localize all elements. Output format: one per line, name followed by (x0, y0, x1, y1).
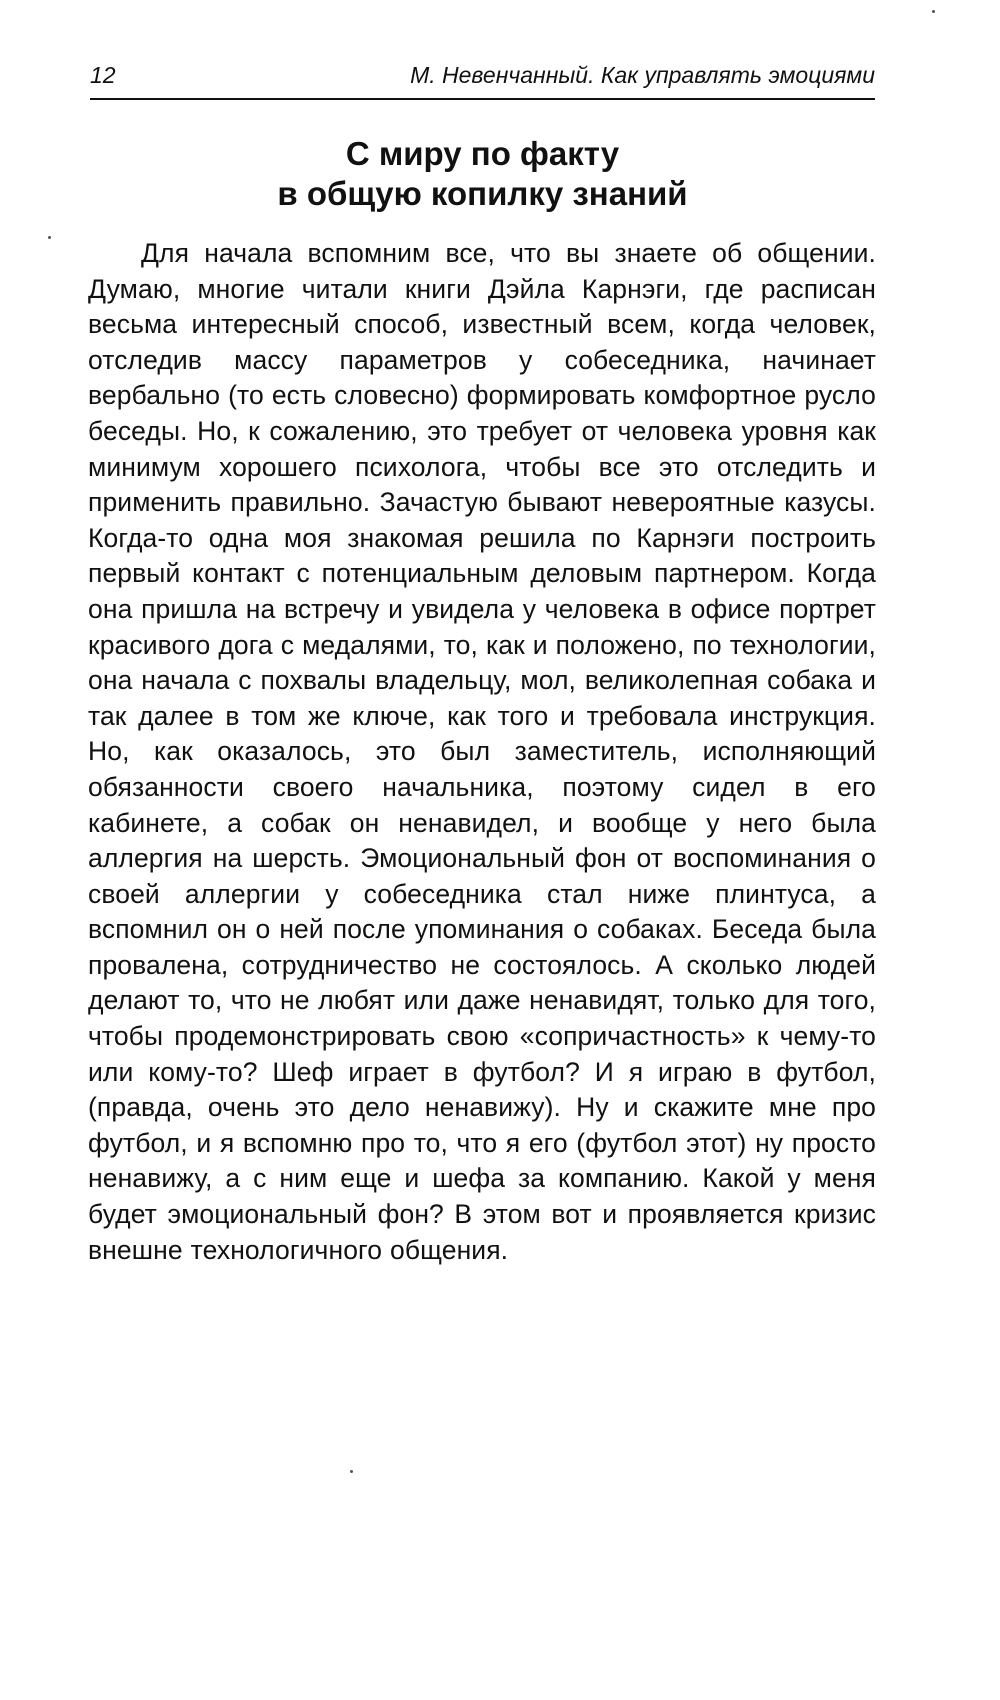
page-number: 12 (90, 62, 116, 88)
section-heading-line: в общую копилку знаний (277, 175, 688, 212)
running-title: М. Невенчанный. Как управлять эмоциями (410, 62, 875, 88)
running-header (90, 58, 875, 100)
scan-speck (48, 236, 51, 239)
section-heading-line: С миру по факту (345, 135, 620, 172)
scan-speck (932, 10, 935, 13)
scan-speck (350, 1470, 353, 1473)
section-heading (90, 134, 875, 214)
body-paragraph: Для начала вспомним все, что вы знаете об общении. Думаю, многие читали книги Дэйла Карнэги, где расписан весьма интересный способ, известный всем, когда человек, отследив массу параметров у собеседника, начинает вербально (то есть словесно) формировать комфортное русло беседы. Но, к сожалению, это требует от человека уровня как минимум хорошего психолога, чтобы все это отследить и применить правильно. Зачастую бывают невероятные казусы. Когда-то одна моя знакомая решила по Карнэги построить первый контакт с потенциальным деловым партнером. Когда она пришла на встречу и увидела у человека в офисе портрет красивого дога с медалями, то, как и положено, по технологии, она начала с похвалы владельцу, мол, великолепная собака и так далее в том же ключе, как того и требовала инструкция. Но, как оказалось, это был заместитель, исполняющий обязанности своего начальника, поэтому сидел в его кабинете, а собак он ненавидел, и вообще у него была аллергия на шерсть. Эмоциональный фон от воспоминания о своей аллергии у собеседника стал ниже плинтуса, а вспомнил он о ней после упоминания о собаках. Беседа была провалена, сотрудничество не состоялось. А сколько людей делают то, что не любят или даже ненавидят, только для того, чтобы продемонстрировать свою «сопричастность» к чему-то или кому-то? Шеф играет в футбол? И я играю в футбол, (правда, очень это дело ненавижу). Ну и скажите мне про футбол, и я вспомню про то, что я его (футбол этот) ну просто ненавижу, а с ним еще и шефа за компанию. Какой у меня будет эмоциональный фон? В этом вот и проявляется кризис внешне технологичного общения. (88, 238, 876, 1265)
